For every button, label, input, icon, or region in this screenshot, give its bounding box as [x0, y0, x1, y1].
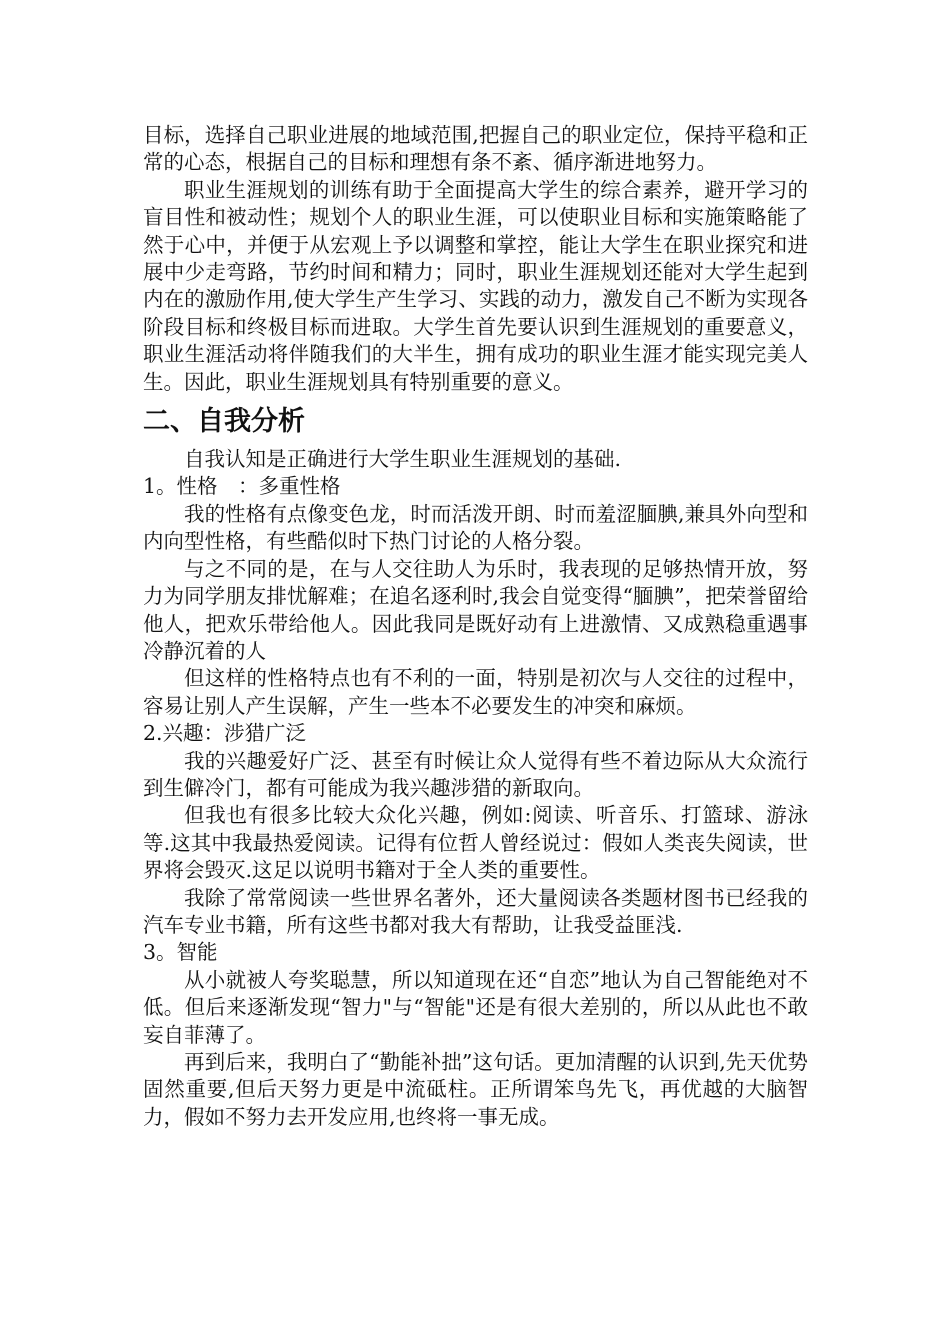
- subheading-interest: 2.兴趣：涉猎广泛: [143, 721, 307, 746]
- paragraph-career-planning-importance: 职业生涯规划的训练有助于全面提高大学生的综合素养，避开学习的盲目性和被动性；规划个人的职业生涯，可以使职业目标和实施策略能了然于心中，并便于从宏观上予以调整和掌控，能让大学生在职业探究和进展中少走弯路，节约时间和精力；同时，职业生涯规划还能对大学生起到内在的激励作用,使大学生产生学习、实践的动力，激发自己不断为实现各阶段目标和终极目标而进取。大学生首先要认识到生涯规划的重要意义，职业生涯活动将伴随我们的大半生，拥有成功的职业生涯才能实现完美人生。因此，职业生涯规划具有特别重要的意义。: [143, 177, 808, 394]
- paragraph-interest-3: 我除了常常阅读一些世界名著外，还大量阅读各类题材图书已经我的汽车专业书籍，所有这些书都对我大有帮助，让我受益匪浅.: [143, 885, 808, 937]
- paragraph-interest-1: 我的兴趣爱好广泛、甚至有时候让众人觉得有些不着边际从大众流行到生僻冷门，都有可能成为我兴趣涉猎的新取向。: [143, 748, 808, 800]
- paragraph-personality-3: 但这样的性格特点也有不利的一面，特别是初次与人交往的过程中，容易让别人产生误解，产生一些本不必要发生的冲突和麻烦。: [143, 666, 808, 718]
- paragraph-self-analysis-intro: 自我认知是正确进行大学生职业生涯规划的基础.: [184, 447, 622, 472]
- paragraph-intelligence-2: 再到后来，我明白了“勤能补拙”这句话。更加清醒的认识到,先天优势固然重要,但后天努力更是中流砥柱。正所谓笨鸟先飞，再优越的大脑智力，假如不努力去开发应用,也终将一事无成。: [143, 1050, 808, 1129]
- subheading-personality: 1。性格 ：多重性格: [143, 474, 341, 499]
- paragraph-personality-1: 我的性格有点像变色龙，时而活泼开朗、时而羞涩腼腆,兼具外向型和内向型性格，有些酷似时下热门讨论的人格分裂。: [143, 501, 808, 554]
- paragraph-goal-continuation: 目标，选择自己职业进展的地域范围,把握自己的职业定位，保持平稳和正常的心态，根据自己的目标和理想有条不紊、循序渐进地努力。: [143, 123, 808, 175]
- document-page: [143, 122, 808, 1131]
- paragraph-interest-2: 但我也有很多比较大众化兴趣，例如:阅读、听音乐、打篮球、游泳等.这其中我最热爱阅读。记得有位哲人曾经说过：假如人类丧失阅读，世界将会毁灭.这足以说明书籍对于全人类的重要性。: [143, 803, 808, 883]
- subheading-intelligence: 3。智能: [143, 940, 218, 965]
- paragraph-personality-2: 与之不同的是，在与人交往助人为乐时，我表现的足够热情开放，努力为同学朋友排忧解难；在追名逐利时,我会自觉变得“腼腆”，把荣誉留给他人，把欢乐带给他人。因此我同是既好动有上进激情、又成熟稳重遇事冷静沉着的人: [143, 556, 808, 663]
- paragraph-intelligence-1: 从小就被人夸奖聪慧，所以知道现在还“自恋”地认为自己智能绝对不低。但后来逐渐发现“智力"与“智能"还是有很大差别的，所以从此也不敢妄自菲薄了。: [143, 967, 808, 1047]
- section-heading-self-analysis: 二、自我分析: [143, 406, 305, 438]
